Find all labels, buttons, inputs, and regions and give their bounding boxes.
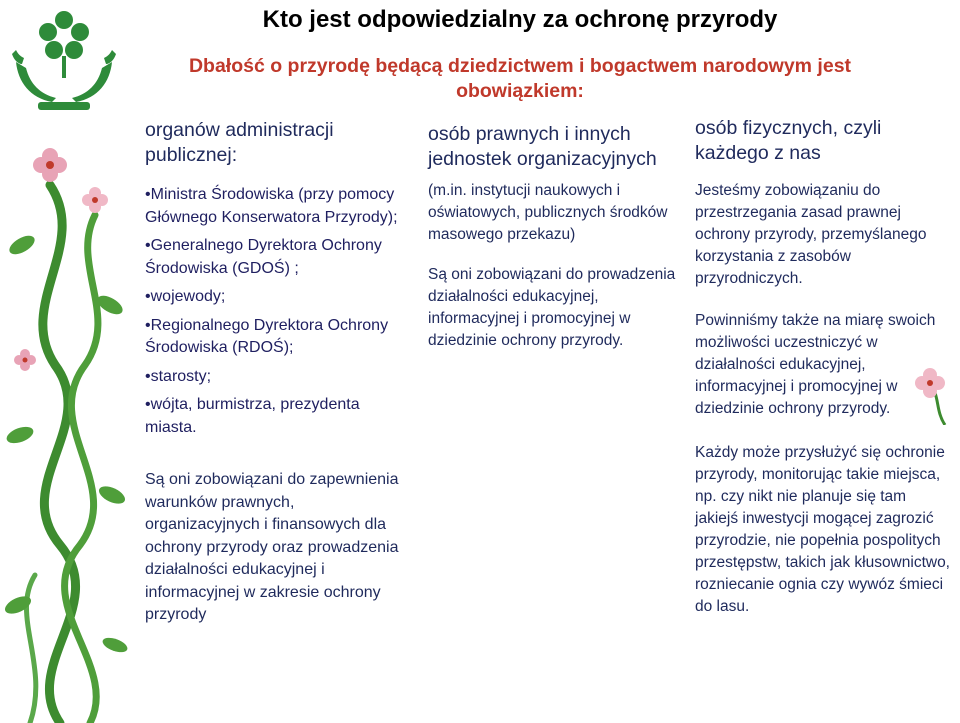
column-paragraph: Są oni zobowiązani do prowadzenia działalności edukacyjnej, informacyjnej i promocyjnej w dziedzinie ochrony przyrody.	[428, 266, 676, 349]
list-item: • Generalnego Dyrektora Ochrony Środowiska (GDOŚ) ;	[145, 235, 407, 280]
list-item: • wojewody;	[145, 286, 407, 309]
list-item: • wójta, burmistrza, prezydenta miasta.	[145, 394, 407, 439]
list-item: • Regionalnego Dyrektora Ochrony Środowiska (RDOŚ);	[145, 315, 407, 360]
column-paragraph: Jesteśmy zobowiązaniu do przestrzegania zasad prawnej ochrony przyrody, przemyślanego korzystania z zasobów przyrodniczych.	[695, 182, 927, 287]
list-item: • Ministra Środowiska (przy pomocy Głównego Konserwatora Przyrody);	[145, 184, 407, 229]
column-legal-entities	[428, 122, 676, 352]
column-paragraph: Powinniśmy także na miarę swoich możliwości uczestniczyć w działalności edukacyjnej, informacyjnej i promocyjnej w dziedzinie ochrony przyrody.	[695, 312, 936, 417]
authorities-list	[145, 184, 407, 439]
flowering-vine-decoration	[0, 105, 140, 723]
page-title: Kto jest odpowiedzialny za ochronę przyrody	[262, 6, 778, 33]
column-individuals	[695, 116, 957, 618]
page-subtitle: Dbałość o przyrodę będącą dziedzictwem i bogactwem narodowym jest obowiązkiem:	[188, 55, 852, 102]
column-paragraph: Każdy może przysłużyć się ochronie przyrody, monitorując takie miejsca, np. czy nikt nie planuje się tam jakiejś inwestycji mogącej zagrozić przyrodzie, nie popełnia pospolitych przestępstw, takich jak kłusownictwo, rozniecanie ognia czy wywóz śmieci do lasu.	[695, 444, 950, 615]
list-item: • starosty;	[145, 366, 407, 389]
column-heading: osób fizycznych, czyli każdego z nas	[695, 117, 882, 164]
column-heading: organów administracji publicznej:	[145, 119, 334, 166]
column-note: (m.in. instytucji naukowych i oświatowych, publicznych środków masowego przekazu)	[428, 182, 668, 243]
column-heading: osób prawnych i innych jednostek organizacyjnych	[428, 123, 657, 170]
column-paragraph: Są oni zobowiązani do zapewnienia warunków prawnych, organizacyjnych i finansowych dla ochrony przyrody oraz prowadzenia działalności edukacyjnej i informacyjnej w zakresie ochrony przyrody	[145, 471, 399, 623]
column-public-administration	[145, 118, 407, 627]
hands-holding-flower-icon	[8, 2, 120, 114]
